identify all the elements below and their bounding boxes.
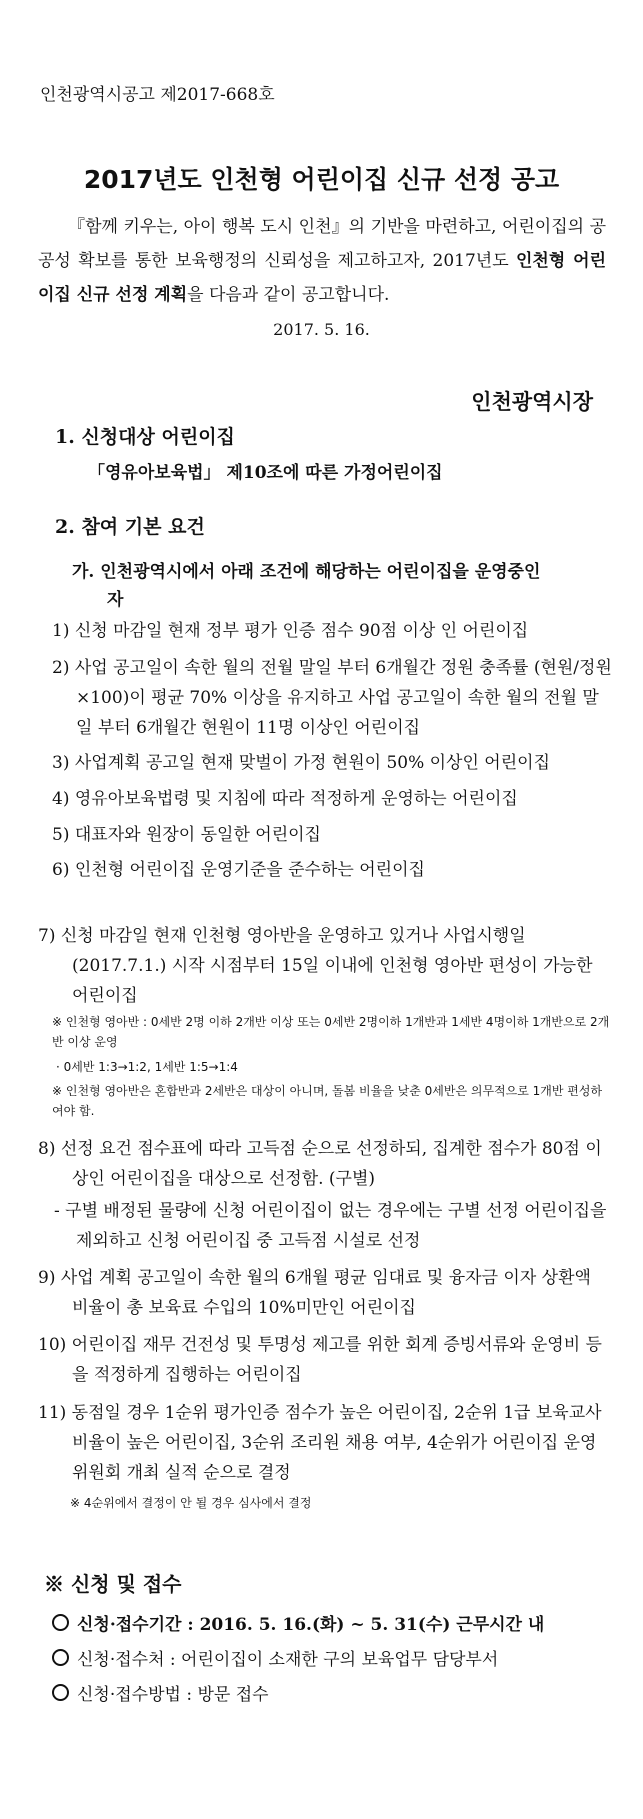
circle-icon [52,1649,69,1666]
circle-icon [52,1614,69,1631]
list-item: 4) 영유아보육법령 및 지침에 따라 적정하게 운영하는 어린이집 [52,789,518,809]
intro-text-2: 을 다음과 같이 공고합니다. [187,285,390,305]
application-period [52,1610,544,1640]
place-text: 신청·접수처 : 어린이집이 소재한 구의 보육업무 담당부서 [77,1650,499,1670]
list-item: 11) 동점일 경우 1순위 평가인증 점수가 높은 어린이집, 2순위 1급 보육교사 비율이 높은 어린이집, 3순위 조리원 채용 여부, 4순위가 어린이집 운영위원회 개최 실적 순으로 결정 [38,1403,602,1483]
section2-sub-line2: 자 [107,590,124,610]
list-item: 3) 사업계획 공고일 현재 맞벌이 가정 현원이 50% 이상인 어린이집 [52,753,550,773]
list-item: 7) 신청 마감일 현재 인천형 영아반을 운영하고 있거나 사업시행일 (2017.7.1.) 시작 시점부터 15일 이내에 인천형 영아반 편성이 가능한 어린이집 [38,926,593,1006]
circle-icon [52,1684,69,1701]
intro-text-1: 『함께 키우는, 아이 행복 도시 인천』의 기반을 마련하고, 어린이집의 공공성 확보를 통한 보육행정의 신뢰성을 제고하고자, 2017년도 [38,217,606,271]
section1-body: 「영유아보육법」 제10조에 따른 가정어린이집 [88,463,443,483]
issuer: 인천광역시장 [471,389,593,414]
notice-number: 인천광역시공고 제2017-668호 [40,85,275,105]
section2-heading: 2. 참여 기본 요건 [55,516,205,538]
list-item: 10) 어린이집 재무 건전성 및 투명성 제고를 위한 회계 증빙서류와 운영비 등을 적정하게 집행하는 어린이집 [38,1335,602,1385]
list-item: 6) 인천형 어린이집 운영기준을 준수하는 어린이집 [52,860,425,880]
method-text: 신청·접수방법 : 방문 접수 [77,1685,269,1705]
note: ※ 인천형 영아반은 혼합반과 2세반은 대상이 아니며, 돌봄 비율을 낮춘 0세반은 의무적으로 1개반 편성하여야 함. [52,1084,603,1118]
section1-heading: 1. 신청대상 어린이집 [55,426,235,448]
period-text: 신청·접수기간 : 2016. 5. 16.(화) ~ 5. 31(수) 근무시간 내 [77,1615,545,1635]
notice-date: 2017. 5. 16. [273,320,370,339]
application-place [52,1645,498,1675]
list-item: 1) 신청 마감일 현재 정부 평가 인증 점수 90점 이상 인 어린이집 [52,621,529,641]
list-item: 9) 사업 계획 공고일이 속한 월의 6개월 평균 임대료 및 융자금 이자 상환액 비율이 총 보육료 수입의 10%미만인 어린이집 [38,1268,591,1318]
section2-sub-line1: 가. 인천광역시에서 아래 조건에 해당하는 어린이집을 운영중인 [72,562,541,582]
note: ※ 4순위에서 결정이 안 될 경우 심사에서 결정 [70,1496,312,1510]
intro-paragraph [38,210,606,312]
page-title: 2017년도 인천형 어린이집 신규 선정 공고 [83,165,560,194]
application-method [52,1680,269,1710]
intro-text-bold: 인천형 어린이집 신규 선정 계획 [38,251,606,305]
note: · 0세반 1:3→1:2, 1세반 1:5→1:4 [56,1060,238,1074]
list-item: 5) 대표자와 원장이 동일한 어린이집 [52,825,321,845]
application-heading: ※ 신청 및 접수 [44,1572,182,1596]
note: ※ 인천형 영아반 : 0세반 2명 이하 2개반 이상 또는 0세반 2명이하 1개반과 1세반 4명이하 1개반으로 2개반 이상 운영 [52,1015,610,1049]
list-item: 8) 선정 요건 점수표에 따라 고득점 순으로 선정하되, 집계한 점수가 80점 이상인 어린이집을 대상으로 선정함. (구별) [38,1139,602,1189]
list-item: - 구별 배정된 물량에 신청 어린이집이 없는 경우에는 구별 선정 어린이집을 제외하고 신청 어린이집 중 고득점 시설로 선정 [54,1201,607,1251]
list-item: 2) 사업 공고일이 속한 월의 전월 말일 부터 6개월간 정원 충족률 (현원/정원×100)이 평균 70% 이상을 유지하고 사업 공고일이 속한 월의 전월 말일 부터 6개월간 현원이 11명 이상인 어린이집 [52,658,612,738]
